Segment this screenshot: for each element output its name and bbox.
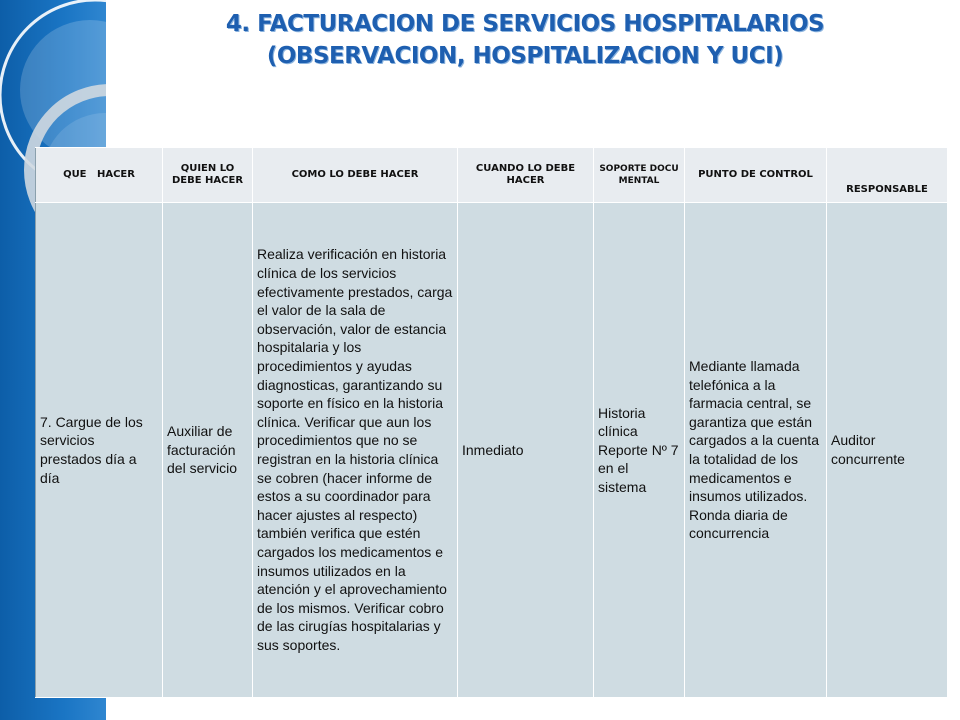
cell-soporte: Historia clínica Reporte Nº 7 en el sistema: [594, 203, 685, 698]
title-line-2: (OBSERVACION, HOSPITALIZACION Y UCI): [266, 43, 784, 69]
cell-que-hacer: 7. Cargue de los servicios prestados día a día: [36, 203, 163, 698]
title-line-1: 4. FACTURACION DE SERVICIOS HOSPITALARIOS: [225, 11, 825, 37]
table-row: [36, 203, 948, 698]
slide-title: [130, 8, 920, 72]
cell-como: Realiza verificación en historia clínica de los servicios efectivamente prestados, carga el valor de la sala de observación, valor de estancia hospitalaria y los procedimientos y ayudas diagnosticas, garantizando su soporte en físico en la historia clínica. Verificar que aun los procedimientos que no se registran en la historia clínica se cobren (hacer informe de estos a su coordinador para hacer ajustes al respecto) también verifica que estén cargados los medicamentos e insumos utilizados en la atención y el aprovechamiento de los mismos. Verificar cobro de las cirugías hospitalarias y sus soportes.: [253, 203, 458, 698]
process-table: [35, 147, 948, 698]
header-soporte: SOPORTE DOCUMENTAL: [594, 148, 685, 203]
cell-quien: Auxiliar de facturación del servicio: [163, 203, 253, 698]
header-punto-control: PUNTO DE CONTROL: [685, 148, 827, 203]
header-responsable: RESPONSABLE: [827, 148, 948, 203]
header-como: COMO LO DEBE HACER: [253, 148, 458, 203]
cell-cuando: Inmediato: [458, 203, 594, 698]
header-quien: QUIEN LO DEBE HACER: [163, 148, 253, 203]
cell-responsable: Auditor concurrente: [827, 203, 948, 698]
header-cuando: CUANDO LO DEBE HACER: [458, 148, 594, 203]
process-table-container: [35, 147, 947, 698]
cell-punto-control: Mediante llamada telefónica a la farmacia central, se garantiza que están cargados a la cuenta la totalidad de los medicamentos e insumos utilizados. Ronda diaria de concurrencia: [685, 203, 827, 698]
table-header-row: [36, 148, 948, 203]
header-que-hacer: QUE HACER: [36, 148, 163, 203]
